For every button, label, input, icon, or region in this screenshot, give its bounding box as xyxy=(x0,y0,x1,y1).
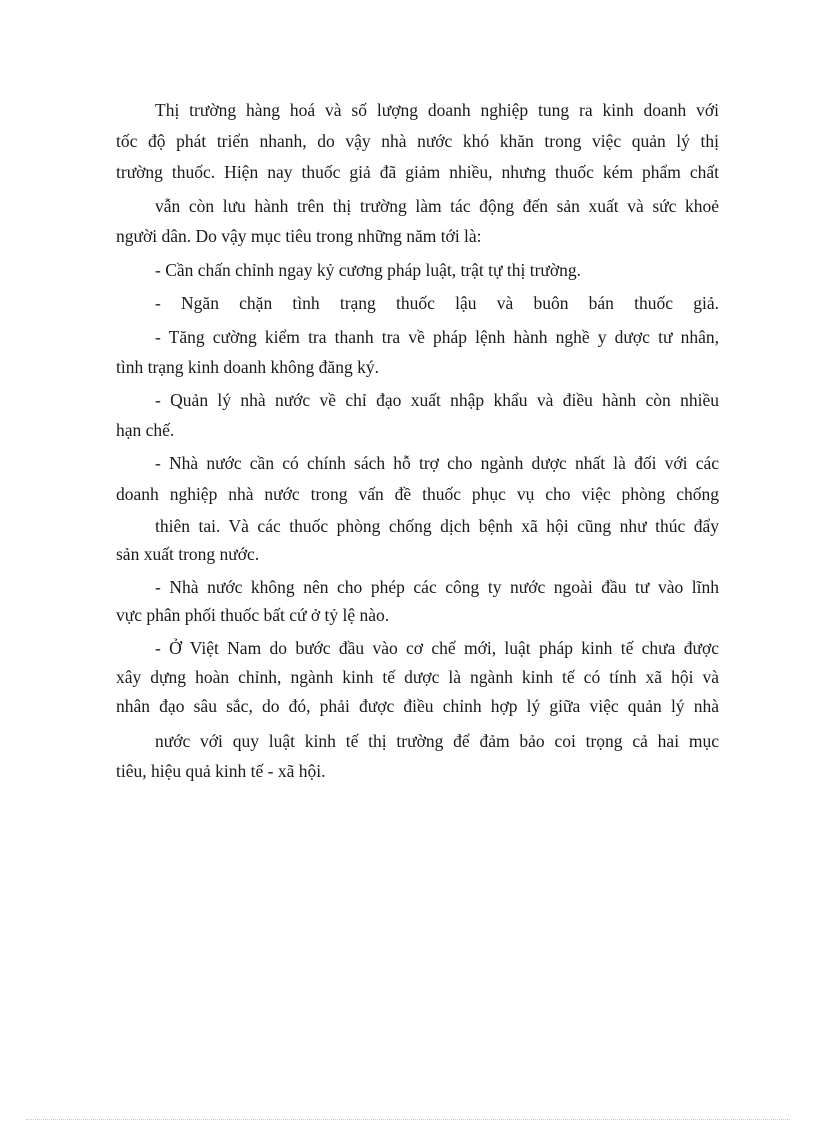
paragraph-line-3: trường thuốc. Hiện nay thuốc giả đã giảm nhiều, nhưng thuốc kém phẩm chất xyxy=(116,162,719,182)
bullet-item-3-line-1: - Tăng cường kiểm tra thanh tra về pháp lệnh hành nghề y dược tư nhân, xyxy=(155,327,719,347)
bullet-item-7-line-1: - Ở Việt Nam do bước đầu vào cơ chế mới, luật pháp kinh tế chưa được xyxy=(155,638,719,658)
bullet-item-2: - Ngăn chặn tình trạng thuốc lậu và buôn bán thuốc giả. xyxy=(155,293,719,313)
paragraph-line-2: tốc độ phát triển nhanh, do vậy nhà nước khó khăn trong việc quản lý thị xyxy=(116,131,719,151)
bullet-item-5-line-4: sản xuất trong nước. xyxy=(116,544,260,564)
bullet-item-1: - Cần chấn chỉnh ngay kỷ cương pháp luật, trật tự thị trường. xyxy=(155,260,582,280)
paragraph-line-5: người dân. Do vậy mục tiêu trong những năm tới là: xyxy=(116,226,482,246)
bullet-item-5-line-2: doanh nghiệp nhà nước trong vấn đề thuốc phục vụ cho việc phòng chống xyxy=(116,484,719,504)
page-bottom-divider xyxy=(26,1119,790,1120)
bullet-item-7-line-3: nhân đạo sâu sắc, do đó, phải được điều chỉnh hợp lý giữa việc quản lý nhà xyxy=(116,696,719,716)
bullet-item-6-line-2: vực phân phối thuốc bất cứ ở tỷ lệ nào. xyxy=(116,605,390,625)
bullet-item-4-line-2: hạn chế. xyxy=(116,420,175,440)
bullet-item-4-line-1: - Quản lý nhà nước về chỉ đạo xuất nhập khẩu và điều hành còn nhiều xyxy=(155,390,719,410)
bullet-item-7-line-5: tiêu, hiệu quả kinh tế - xã hội. xyxy=(116,761,326,781)
bullet-item-5-line-3: thiên tai. Và các thuốc phòng chống dịch bệnh xã hội cũng như thúc đẩy xyxy=(155,516,719,536)
paragraph-line-4: vẫn còn lưu hành trên thị trường làm tác động đến sản xuất và sức khoẻ xyxy=(155,196,719,216)
bullet-item-7-line-2: xây dựng hoàn chỉnh, ngành kinh tế dược là ngành kinh tế có tính xã hội và xyxy=(116,667,719,687)
bullet-item-5-line-1: - Nhà nước cần có chính sách hỗ trợ cho ngành dược nhất là đối với các xyxy=(155,453,719,473)
bullet-item-7-line-4: nước với quy luật kinh tế thị trường để đảm bảo coi trọng cả hai mục xyxy=(155,731,719,751)
bullet-item-3-line-2: tình trạng kinh doanh không đăng ký. xyxy=(116,357,379,377)
bullet-item-6-line-1: - Nhà nước không nên cho phép các công ty nước ngoài đầu tư vào lĩnh xyxy=(155,577,719,597)
paragraph-line-1: Thị trường hàng hoá và số lượng doanh nghiệp tung ra kinh doanh với xyxy=(155,100,719,120)
